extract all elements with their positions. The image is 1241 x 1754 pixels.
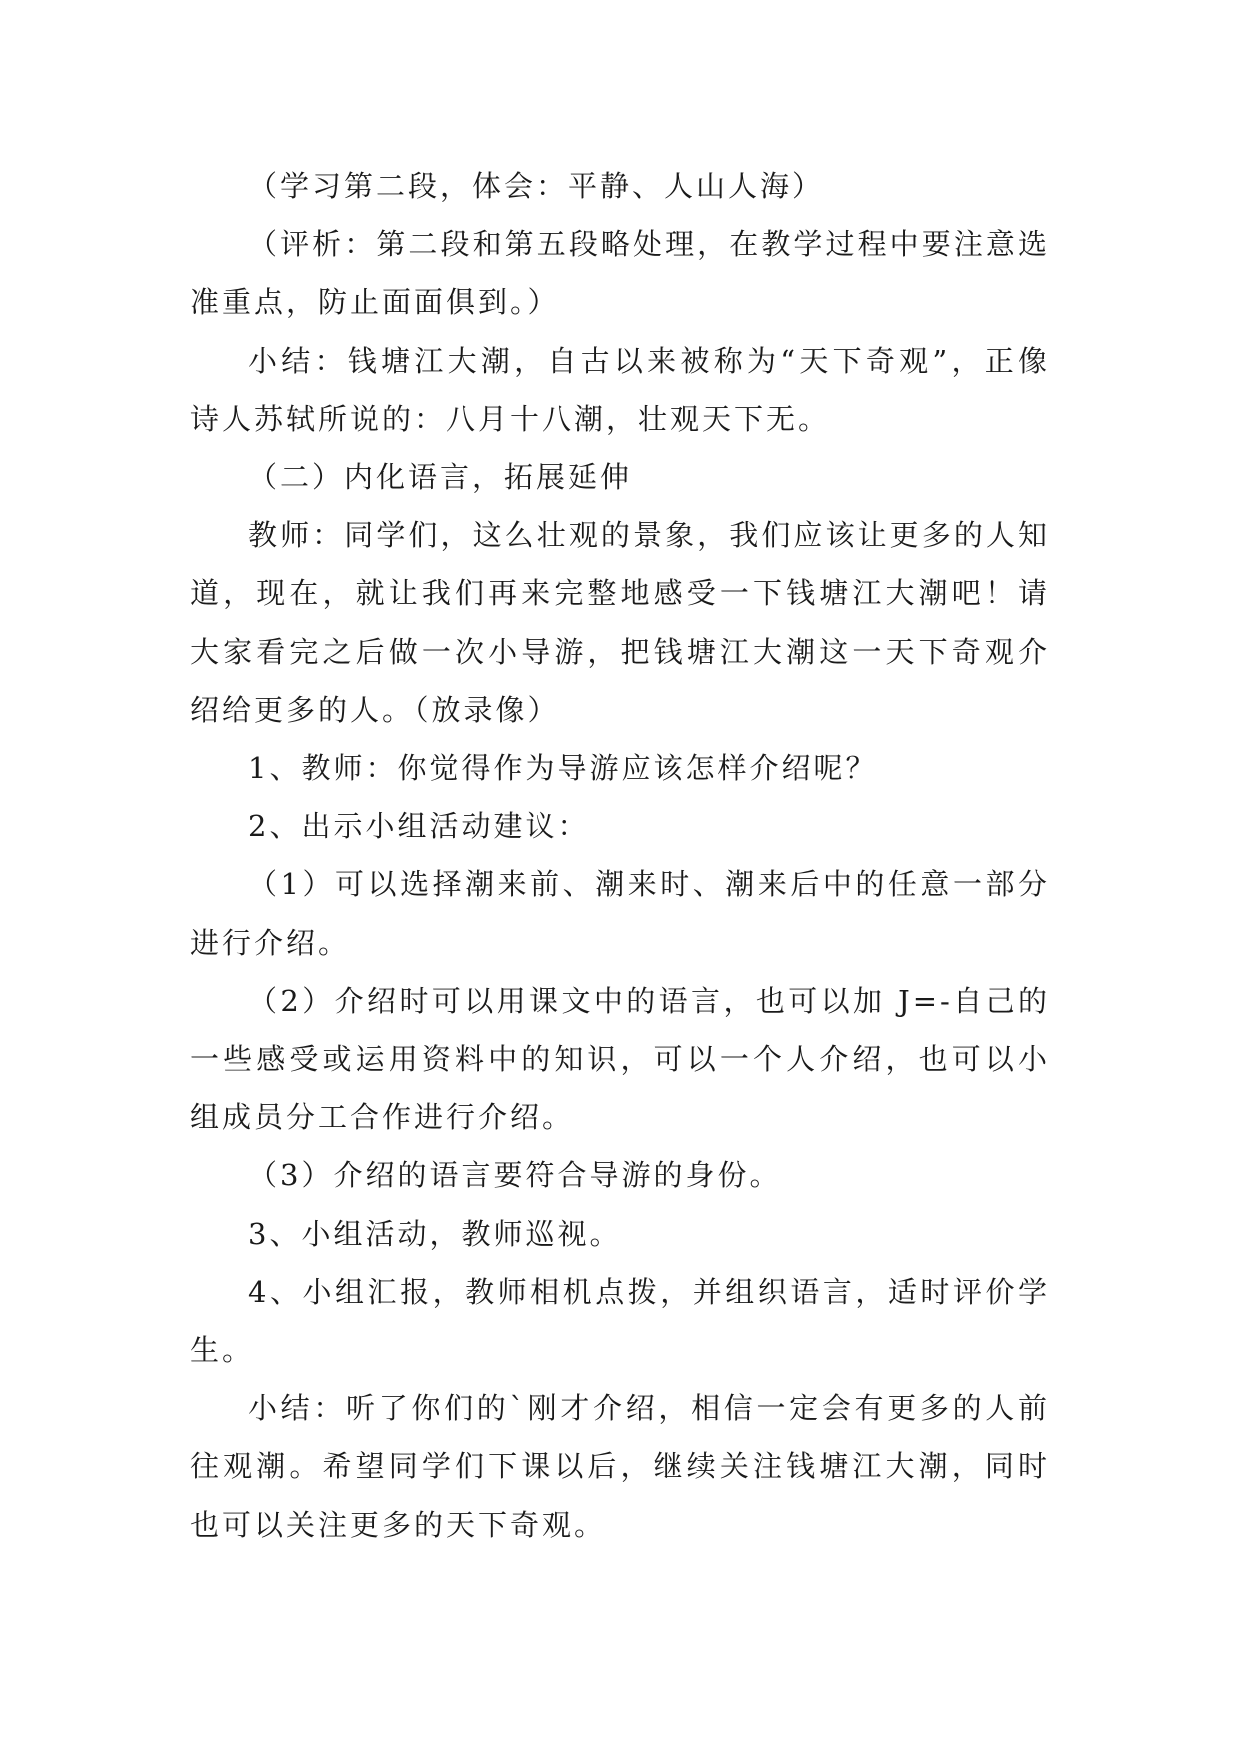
paragraph-suggestion-1: （1）可以选择潮来前、潮来时、潮来后中的任意一部分进行介绍。 (190, 867, 1050, 960)
paragraph-study-section-two: （学习第二段，体会：平静、人山人海） (248, 169, 825, 203)
paragraph-item-1: 1、教师：你觉得作为导游应该怎样介绍呢？ (248, 751, 878, 786)
paragraph-summary-tide: 小结：钱塘江大潮，自古以来被称为“天下奇观”，正像诗人苏轼所说的：八月十八潮，壮观天下无。 (190, 343, 1050, 436)
paragraph-item-3: 3、小组活动，教师巡视。 (248, 1216, 622, 1251)
document-body (190, 157, 1050, 1554)
paragraph-suggestion-3: （3）介绍的语言要符合导游的身份。 (248, 1158, 782, 1193)
paragraph-item-4: 4、小组汇报，教师相机点拨，并组织语言，适时评价学生。 (190, 1274, 1050, 1368)
paragraph-final-summary: 小结：听了你们的`刚才介绍，相信一定会有更多的人前往观潮。希望同学们下课以后，继续关注钱塘江大潮，同时也可以关注更多的天下奇观。 (190, 1391, 1050, 1542)
paragraph-section-heading: （二）内化语言，拓展延伸 (248, 460, 633, 495)
paragraph-analysis-note: （评析：第二段和第五段略处理，在教学过程中要注意选准重点，防止面面俱到。） (190, 227, 1050, 320)
paragraph-teacher-intro: 教师：同学们，这么壮观的景象，我们应该让更多的人知道，现在，就让我们再来完整地感受一下钱塘江大潮吧！请大家看完之后做一次小导游，把钱塘江大潮这一天下奇观介绍给更多的人。（放录像） (190, 518, 1050, 727)
paragraph-suggestion-2: （2）介绍时可以用课文中的语言，也可以加 J=-自己的一些感受或运用资料中的知识，可以一个人介绍，也可以小组成员分工合作进行介绍。 (190, 983, 1050, 1135)
paragraph-item-2: 2、出示小组活动建议： (248, 809, 590, 844)
